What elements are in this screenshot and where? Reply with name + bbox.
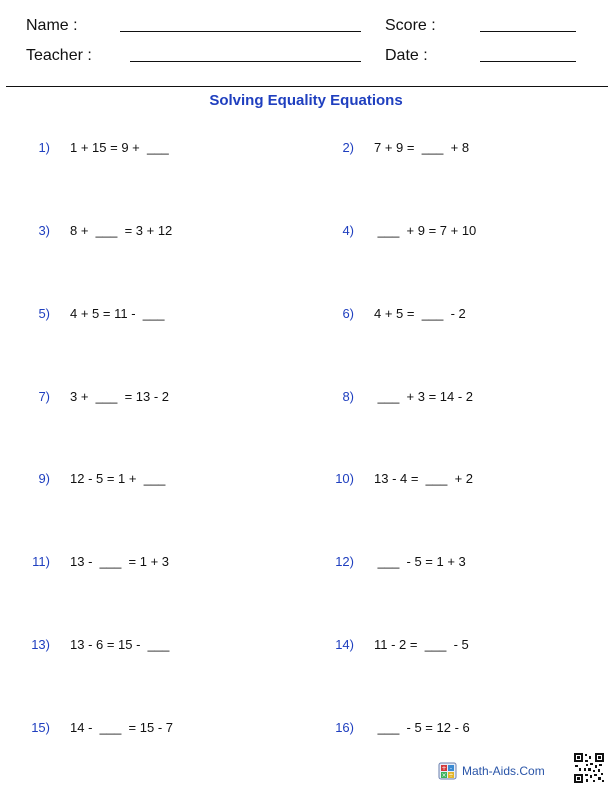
problem-equation: 13 - 4 = ___ + 2 [374, 471, 474, 486]
problem-number: 9) [38, 471, 50, 486]
problem-item [0, 471, 612, 487]
problem-equation: 12 - 5 = 1 + ___ [70, 471, 166, 486]
problem-number: 3) [38, 223, 50, 238]
calculator-icon [438, 762, 458, 780]
problem-equation: 4 + 5 = 11 - ___ [70, 306, 165, 321]
problem-number: 7) [38, 389, 50, 404]
problem-item [0, 389, 612, 405]
problem-equation: 14 - ___ = 15 - 7 [70, 720, 173, 735]
teacher-field[interactable] [130, 61, 361, 62]
problem-number: 13) [31, 637, 50, 652]
name-field[interactable] [120, 31, 361, 32]
score-label: Score : [385, 17, 436, 34]
score-field[interactable] [480, 31, 576, 32]
problem-equation: 13 - ___ = 1 + 3 [70, 554, 170, 569]
problem-number: 12) [335, 554, 354, 569]
problem-equation: ___ - 5 = 12 - 6 [374, 720, 470, 735]
svg-text:÷: ÷ [448, 772, 454, 779]
problem-equation: ___ - 5 = 1 + 3 [374, 554, 466, 569]
svg-text:×: × [441, 772, 447, 779]
site-name: Math-Aids.Com [462, 764, 545, 778]
problem-number: 10) [335, 471, 354, 486]
problem-item [0, 554, 612, 570]
problem-equation: ___ + 9 = 7 + 10 [374, 223, 477, 238]
problem-number: 1) [38, 140, 50, 155]
problem-equation: 11 - 2 = ___ - 5 [374, 637, 469, 652]
problem-number: 2) [342, 140, 354, 155]
problem-equation: 1 + 15 = 9 + ___ [70, 140, 169, 155]
problem-equation: ___ + 3 = 14 - 2 [374, 389, 474, 404]
problem-number: 15) [31, 720, 50, 735]
problem-number: 5) [38, 306, 50, 321]
footer-brand [438, 762, 545, 780]
problem-equation: 3 + ___ = 13 - 2 [70, 389, 170, 404]
date-label: Date : [385, 47, 428, 64]
svg-text:+: + [441, 765, 447, 772]
problem-equation: 7 + 9 = ___ + 8 [374, 140, 470, 155]
problem-number: 11) [32, 554, 50, 569]
problem-number: 14) [335, 637, 354, 652]
problem-item [0, 637, 612, 653]
problem-equation: 13 - 6 = 15 - ___ [70, 637, 170, 652]
worksheet-title: Solving Equality Equations [209, 92, 403, 109]
problem-number: 8) [342, 389, 354, 404]
qr-code-icon [573, 752, 605, 784]
problem-number: 6) [342, 306, 354, 321]
problem-item [0, 720, 612, 736]
date-field[interactable] [480, 61, 576, 62]
problem-item [0, 140, 612, 156]
svg-text:-: - [449, 765, 453, 772]
problem-item [0, 306, 612, 322]
teacher-label: Teacher : [26, 47, 92, 64]
problem-number: 16) [335, 720, 354, 735]
header-divider [6, 86, 608, 87]
name-label: Name : [26, 17, 78, 34]
problem-item [0, 223, 612, 239]
problem-equation: 4 + 5 = ___ - 2 [374, 306, 466, 321]
problem-equation: 8 + ___ = 3 + 12 [70, 223, 173, 238]
problem-number: 4) [342, 223, 354, 238]
